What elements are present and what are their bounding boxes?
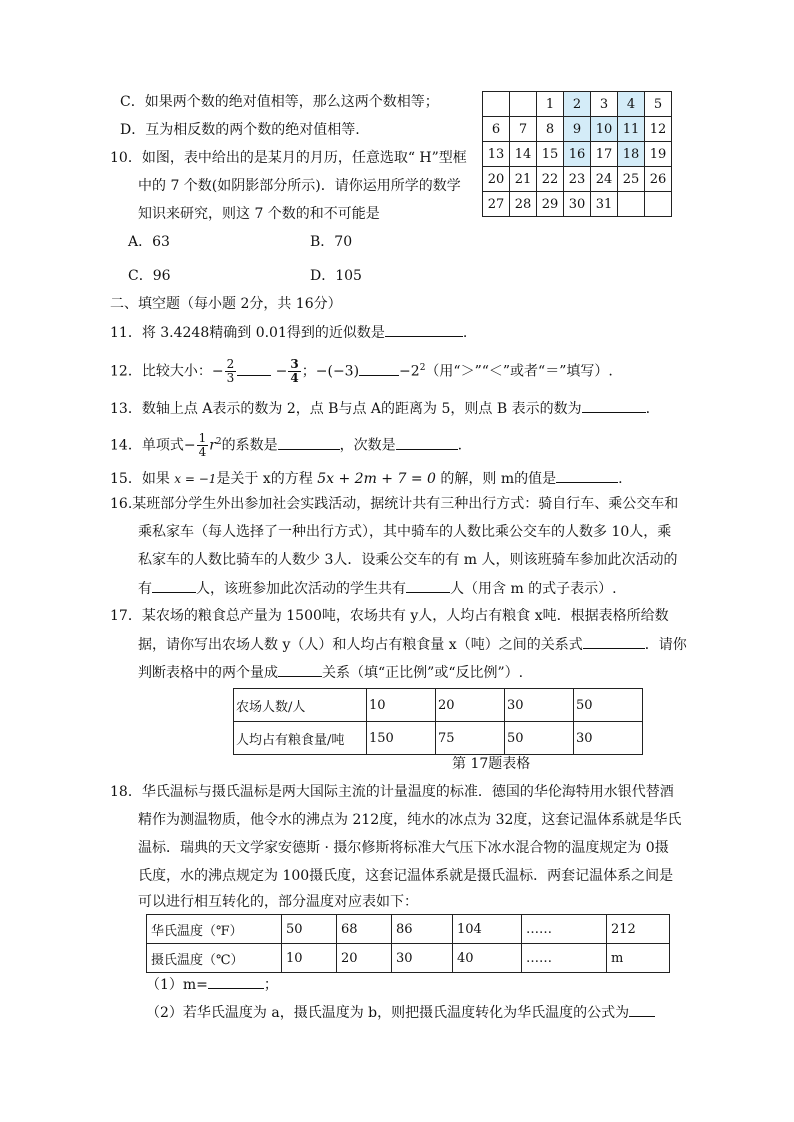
calendar-cell-highlighted: 11 — [618, 117, 645, 142]
table-cell: m — [607, 944, 670, 973]
q12-hint: （用“＞”“＜”或者“＝”填写）. — [425, 363, 613, 380]
q17-line3: 判断表格中的两个量成 关系（填“正比例”或“反比例”）. — [138, 662, 523, 683]
calendar-cell: 17 — [591, 142, 618, 167]
q15-condition: x = −1 — [174, 472, 217, 486]
q18-table — [146, 914, 670, 973]
calendar-cell: 22 — [537, 167, 564, 192]
calendar-cell: 15 — [537, 142, 564, 167]
table-cell: 212 — [607, 915, 670, 944]
calendar-cell: 8 — [537, 117, 564, 142]
calendar-cell-highlighted: 4 — [618, 92, 645, 117]
calendar-cell-highlighted: 18 — [618, 142, 645, 167]
q10-option-a: A．63 — [128, 234, 170, 250]
q10-text-line3: 知识来研究，则这 7 个数的和不可能是 — [138, 206, 380, 222]
table-cell: 50 — [282, 915, 337, 944]
table-cell: …… — [522, 944, 607, 973]
table-cell: 20 — [337, 944, 392, 973]
table-row-header: 农场人数/人 — [234, 689, 367, 722]
q17-caption: 第 17题表格 — [452, 756, 531, 772]
table-cell: 75 — [436, 722, 505, 755]
q16-line2: 乘私家车（每人选择了一种出行方式），其中骑车的人数比乘公交车的人数多 10人，乘 — [138, 524, 672, 540]
calendar-cell: 28 — [510, 192, 537, 217]
q17-blank-1[interactable] — [583, 634, 645, 649]
table-cell: 50 — [505, 722, 574, 755]
table-cell: 20 — [436, 689, 505, 722]
q9-option-c: C．如果两个数的绝对值相等，那么这两个数相等； — [120, 94, 439, 110]
calendar-row — [483, 192, 672, 217]
table-row — [234, 689, 643, 722]
q16-line1: 16.某班部分学生外出参加社会实践活动，据统计共有三种出行方式：骑自行车、乘公交车和 — [110, 496, 679, 512]
table-cell: …… — [522, 915, 607, 944]
calendar-cell: 31 — [591, 192, 618, 217]
q14: 14．单项式− $\frac{1}{4}$ $r^2$的系数是 ，次数是 . — [110, 431, 463, 460]
q17-blank-2[interactable] — [278, 662, 322, 677]
table-cell: 104 — [453, 915, 522, 944]
q12-power: −2 — [399, 363, 420, 380]
q18-line2: 精作为测温物质，他令水的沸点为 212度，纯水的冰点为 32度，这套记温体系就是华氏 — [138, 812, 682, 828]
calendar-cell: 27 — [483, 192, 510, 217]
calendar-cell-highlighted: 9 — [564, 117, 591, 142]
calendar-cell: 1 — [537, 92, 564, 117]
q15: 15．如果 x = −1是关于 x的方程 5x + 2m + 7 = 0 的解，则 m的值是 . — [110, 468, 623, 489]
calendar-cell: 14 — [510, 142, 537, 167]
q14-blank-1[interactable] — [278, 435, 340, 450]
calendar-cell: 29 — [537, 192, 564, 217]
calendar-cell: 5 — [645, 92, 672, 117]
calendar-cell-highlighted: 2 — [564, 92, 591, 117]
q18-line5: 可以进行相互转化的，部分温度对应表如下： — [138, 894, 418, 910]
q12-text: 12．比较大小： — [110, 363, 212, 380]
table-cell: 68 — [337, 915, 392, 944]
q18-line4: 氏度，水的沸点规定为 100摄氏度，这套记温体系就是摄氏温标．两套记温体系之间是 — [138, 868, 674, 884]
q18-blank-2[interactable] — [629, 1002, 655, 1017]
table-row-header: 人均占有粮食量/吨 — [234, 722, 367, 755]
q15-blank[interactable] — [556, 468, 618, 483]
table-cell: 40 — [453, 944, 522, 973]
q10-text-line1: 10．如图，表中给出的是某月的月历，任意选取“ H”型框 — [110, 150, 467, 166]
section-title: 二、填空题（每小题 2分，共 16分） — [110, 296, 342, 312]
q12-blank-2[interactable] — [359, 361, 399, 376]
q18-line3: 温标．瑞典的天文学家安德斯 · 摄尔修斯将标准大气压下冰水混合物的温度规定为 0摄 — [138, 840, 669, 856]
q12: 12．比较大小：− $\frac{2}{3}$ − $\frac{3}{4}$ ；$-(-3) -2^2$（用“＞”“＜”或者“＝”填写）. — [110, 357, 613, 386]
q12-expr: −(−3) — [315, 363, 360, 380]
table-cell: 30 — [574, 722, 643, 755]
q11-text: 11．将 3.4248精确到 0.01得到的近似数是 — [110, 325, 385, 341]
table-cell: 30 — [392, 944, 453, 973]
table-cell: 86 — [392, 915, 453, 944]
q16-blank-1[interactable] — [152, 578, 196, 593]
q11: 11．将 3.4248精确到 0.01得到的近似数是 . — [110, 322, 467, 343]
q16-line4: 有 人，该班参加此次活动的学生共有 人（用含 m 的式子表示）. — [138, 578, 617, 599]
q17-line2: 据，请你写出农场人数 y（人）和人均占有粮食量 x（吨）之间的关系式 ．请你 — [138, 634, 687, 655]
q14-blank-2[interactable] — [396, 435, 458, 450]
q10-option-c: C．96 — [128, 268, 171, 284]
q18-blank-1[interactable] — [208, 974, 264, 989]
calendar-cell: 13 — [483, 142, 510, 167]
calendar-row — [483, 92, 672, 117]
q13-blank[interactable] — [582, 398, 646, 413]
q18-sub2: （2）若华氏温度为 a，摄氏温度为 b，则把摄氏温度转化为华氏温度的公式为 — [146, 1002, 655, 1023]
q13-text: 13．数轴上点 A表示的数为 2，点 B与点 A的距离为 5，则点 B 表示的数为 — [110, 401, 582, 417]
calendar-cell: 19 — [645, 142, 672, 167]
calendar-row — [483, 167, 672, 192]
table-row-header: 华氏温度（℉） — [147, 915, 282, 944]
q11-blank[interactable] — [385, 322, 463, 337]
calendar-cell: 30 — [564, 192, 591, 217]
table-cell: 10 — [367, 689, 436, 722]
calendar-row — [483, 142, 672, 167]
q9-option-d: D．互为相反数的两个数的绝对值相等. — [120, 122, 360, 138]
q10-option-b: B．70 — [310, 234, 353, 250]
calendar-cell: 6 — [483, 117, 510, 142]
calendar-table — [482, 91, 672, 217]
q13: 13．数轴上点 A表示的数为 2，点 B与点 A的距离为 5，则点 B 表示的数为 . — [110, 398, 650, 419]
calendar-cell — [645, 192, 672, 217]
calendar-cell: 7 — [510, 117, 537, 142]
calendar-cell-highlighted: 10 — [591, 117, 618, 142]
calendar-cell: 21 — [510, 167, 537, 192]
table-row — [147, 944, 670, 973]
table-cell: 50 — [574, 689, 643, 722]
q10-text-line2: 中的 7 个数(如阴影部分所示)．请你运用所学的数学 — [138, 178, 461, 194]
q18-line1: 18．华氏温标与摄氏温标是两大国际主流的计量温度的标准．德国的华伦海特用水银代替酒 — [110, 784, 674, 800]
calendar-cell: 20 — [483, 167, 510, 192]
table-row — [147, 915, 670, 944]
table-cell: 150 — [367, 722, 436, 755]
q10-option-d: D．105 — [310, 268, 362, 284]
calendar-cell: 23 — [564, 167, 591, 192]
q17-line1: 17．某农场的粮食总产量为 1500吨，农场共有 y人，人均占有粮食 x吨．根据表格所给数 — [110, 608, 669, 624]
q15-equation: 5x + 2m + 7 = 0 — [317, 471, 436, 487]
q15-text: 15．如果 — [110, 471, 170, 487]
q14-text: 14．单项式 — [110, 437, 184, 454]
calendar-cell: 24 — [591, 167, 618, 192]
calendar-row — [483, 117, 672, 142]
calendar-cell: 26 — [645, 167, 672, 192]
table-cell: 30 — [505, 689, 574, 722]
calendar-cell: 12 — [645, 117, 672, 142]
q18-sub1: （1）m= ； — [146, 974, 278, 995]
table-row-header: 摄氏温度（℃） — [147, 944, 282, 973]
table-cell: 10 — [282, 944, 337, 973]
q16-blank-2[interactable] — [406, 578, 450, 593]
q12-fraction-2: $\frac{3}{4}$ — [290, 357, 299, 386]
calendar-cell — [483, 92, 510, 117]
calendar-cell — [618, 192, 645, 217]
q12-blank-1[interactable] — [237, 361, 271, 376]
calendar-cell — [510, 92, 537, 117]
table-row — [234, 722, 643, 755]
q12-fraction-1: $\frac{2}{3}$ — [226, 357, 235, 386]
q14-fraction: $\frac{1}{4}$ — [198, 431, 207, 460]
q16-line3: 私家车的人数比骑车的人数少 3人．设乘公交车的有 m 人，则该班骑车参加此次活动的 — [138, 552, 678, 568]
calendar-cell: 25 — [618, 167, 645, 192]
calendar-cell-highlighted: 16 — [564, 142, 591, 167]
calendar-cell: 3 — [591, 92, 618, 117]
q17-table — [233, 688, 643, 755]
